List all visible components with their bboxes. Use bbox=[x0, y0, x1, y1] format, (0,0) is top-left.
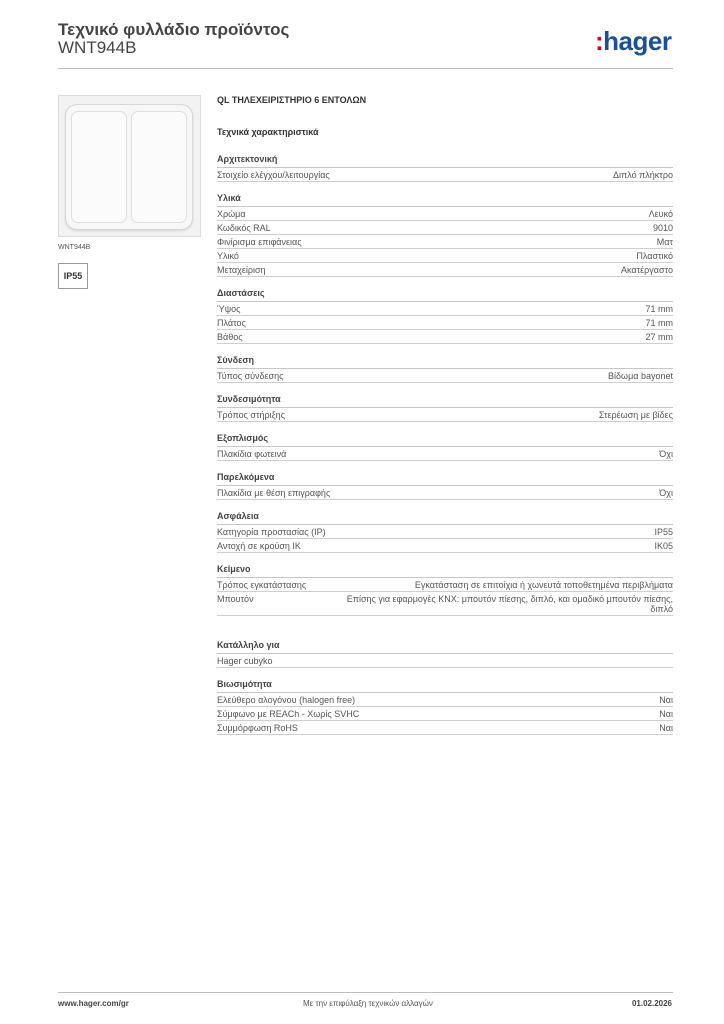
rocker-left bbox=[71, 111, 127, 223]
section-title: Συνδεσιμότητα bbox=[217, 394, 673, 408]
spec-label: Τρόπος στήριξης bbox=[217, 410, 286, 420]
section-title: Εξοπλισμός bbox=[217, 433, 673, 447]
spec-label: Φινίρισμα επιφάνειας bbox=[217, 237, 302, 247]
spec-row bbox=[217, 693, 673, 707]
spec-value: 71 mm bbox=[645, 304, 673, 314]
spec-row bbox=[217, 235, 673, 249]
spec-label: Πλακίδια με θέση επιγραφής bbox=[217, 488, 331, 498]
spec-label: Μπουτόν bbox=[217, 594, 254, 604]
ip-rating-badge: IP55 bbox=[58, 263, 88, 289]
spec-value: Ακατέργαστο bbox=[621, 265, 673, 275]
spec-row bbox=[217, 168, 673, 182]
spec-row bbox=[217, 721, 673, 735]
switch-frame bbox=[65, 104, 193, 230]
spec-label: Ελεύθερο αλογόνου (halogen free) bbox=[217, 695, 356, 705]
spec-row bbox=[217, 707, 673, 721]
spec-row bbox=[217, 369, 673, 383]
spec-value: 71 mm bbox=[645, 318, 673, 328]
section-sustainability bbox=[217, 679, 673, 735]
spec-content bbox=[217, 95, 673, 735]
spec-row bbox=[217, 330, 673, 344]
spec-row bbox=[217, 539, 673, 553]
spec-row bbox=[217, 525, 673, 539]
section-title: Σύνδεση bbox=[217, 355, 673, 369]
spec-value: Εγκατάσταση σε επιτοίχια ή χωνευτά τοποθετημένα περιβλήματα bbox=[414, 580, 673, 590]
spec-row bbox=[217, 654, 673, 668]
section-suitable-for bbox=[217, 640, 673, 668]
spec-row bbox=[217, 249, 673, 263]
tech-heading: Τεχνικά χαρακτηριστικά bbox=[217, 127, 319, 137]
spec-value: Ναι bbox=[659, 723, 673, 733]
spec-value: Ματ bbox=[656, 237, 673, 247]
header-divider bbox=[58, 68, 673, 69]
spec-row bbox=[217, 316, 673, 330]
section-title: Βιωσιμότητα bbox=[217, 679, 673, 693]
spec-value: Στερέωση με βίδες bbox=[598, 410, 673, 420]
spec-label: Στοιχείο ελέγχου/λειτουργίας bbox=[217, 170, 330, 180]
document-title: Τεχνικό φυλλάδιο προϊόντος bbox=[58, 20, 290, 39]
spec-value: Πλαστικό bbox=[636, 251, 673, 261]
section-connectivity bbox=[217, 394, 673, 422]
spec-label: Βάθος bbox=[217, 332, 243, 342]
spec-value: Ναι bbox=[659, 695, 673, 705]
spec-label: Σύμφωνο με REACh - Χωρίς SVHC bbox=[217, 709, 360, 719]
section-architecture bbox=[217, 154, 673, 182]
product-name: QL ΤΗΛΕΧΕΙΡΙΣΤΗΡΙΟ 6 ΕΝΤΟΛΩΝ bbox=[217, 95, 367, 105]
section-equipment bbox=[217, 433, 673, 461]
product-image bbox=[58, 95, 201, 237]
section-title: Αρχιτεκτονική bbox=[217, 154, 673, 168]
spec-row bbox=[217, 486, 673, 500]
section-title: Ασφάλεια bbox=[217, 511, 673, 525]
spec-row bbox=[217, 302, 673, 316]
spec-label: Hager cubyko bbox=[217, 656, 273, 666]
spec-value: Όχι bbox=[659, 488, 673, 498]
section-title: Κείμενο bbox=[217, 564, 673, 578]
spec-label: Ύψος bbox=[217, 304, 241, 314]
spec-value: 9010 bbox=[652, 223, 673, 233]
spec-label: Υλικό bbox=[217, 251, 239, 261]
spec-value: Βίδωμα bayonet bbox=[608, 371, 673, 381]
spec-value: Όχι bbox=[659, 449, 673, 459]
spec-label: Συμμόρφωση RoHS bbox=[217, 723, 298, 733]
spec-label: Μεταχείριση bbox=[217, 265, 266, 275]
spec-row bbox=[217, 221, 673, 235]
spec-label: Αντοχή σε κρούση IK bbox=[217, 541, 301, 551]
spec-label: Τρόπος εγκατάστασης bbox=[217, 580, 307, 590]
product-code: WNT944B bbox=[58, 38, 137, 57]
rocker-right bbox=[131, 111, 187, 223]
section-title: Υλικά bbox=[217, 193, 673, 207]
section-title: Διαστάσεις bbox=[217, 288, 673, 302]
spec-value: Λευκό bbox=[648, 209, 673, 219]
spec-value: IP55 bbox=[654, 527, 673, 537]
spec-row bbox=[217, 578, 673, 592]
spec-label: Κωδικός RAL bbox=[217, 223, 271, 233]
spec-row bbox=[217, 408, 673, 422]
spec-value: 27 mm bbox=[645, 332, 673, 342]
spec-label: Κατηγορία προστασίας (IP) bbox=[217, 527, 326, 537]
spec-value: IK05 bbox=[654, 541, 673, 551]
footer-website-link[interactable]: www.hager.com/gr bbox=[58, 999, 129, 1008]
footer-divider bbox=[58, 992, 673, 993]
section-text bbox=[217, 564, 673, 616]
hager-logo bbox=[595, 28, 671, 54]
spec-label: Χρώμα bbox=[217, 209, 246, 219]
logo-text: hager bbox=[603, 26, 672, 56]
spec-row bbox=[217, 592, 673, 616]
footer-disclaimer: Με την επιφύλαξη τεχνικών αλλαγών bbox=[303, 999, 433, 1008]
section-materials bbox=[217, 193, 673, 277]
section-connection bbox=[217, 355, 673, 383]
footer-date: 01.02.2026 bbox=[631, 999, 672, 1008]
spec-label: Πλάτος bbox=[217, 318, 246, 328]
spec-row bbox=[217, 263, 673, 277]
section-title: Κατάλληλο για bbox=[217, 640, 673, 654]
spec-value: Διπλό πλήκτρο bbox=[613, 170, 673, 180]
spec-row bbox=[217, 447, 673, 461]
spec-label: Πλακίδια φωτεινά bbox=[217, 449, 287, 459]
spec-value: Ναι bbox=[659, 709, 673, 719]
spec-row bbox=[217, 207, 673, 221]
spec-label: Τύπος σύνδεσης bbox=[217, 371, 284, 381]
section-safety bbox=[217, 511, 673, 553]
image-caption: WNT944B bbox=[58, 244, 91, 251]
section-title: Παρελκόμενα bbox=[217, 472, 673, 486]
logo-colon: : bbox=[595, 26, 604, 56]
spec-value: Επίσης για εφαρμογές KNX: μπουτόν πίεσης, διπλό, και ομαδικό μπουτόν πίεσης, διπλό bbox=[346, 594, 673, 614]
section-dimensions bbox=[217, 288, 673, 344]
section-accessories bbox=[217, 472, 673, 500]
